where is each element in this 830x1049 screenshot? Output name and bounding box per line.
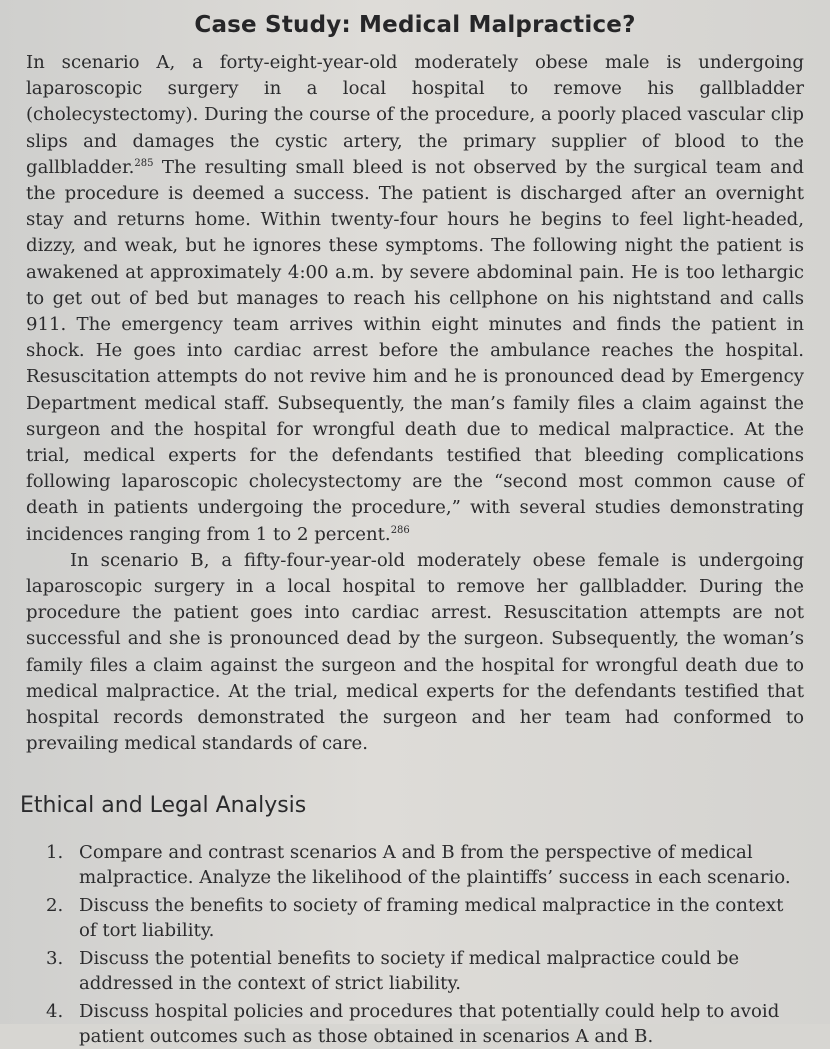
scenario-a-text-part1: In scenario A, a forty-eight-year-old moderately obese male is undergoing laparoscopic surgery in a local hospital to remove his gallbladder (cholecystectomy). During the course of the procedure, a poorly placed vascular clip slips and damages the cystic artery, the primary supplier of blood to the gallbladder. (26, 52, 804, 178)
footnote-286: 286 (390, 524, 410, 536)
question-number: 3. (46, 948, 64, 970)
analysis-question (26, 840, 804, 890)
question-text: Discuss the potential benefits to society if medical malpractice could be addressed in the context of strict liability. (79, 948, 740, 995)
case-study-title: Case Study: Medical Malpractice? (194, 12, 636, 38)
analysis-question (26, 946, 804, 996)
question-number: 2. (46, 895, 64, 917)
analysis-question (26, 893, 804, 943)
scenario-a-paragraph (26, 50, 804, 548)
question-text: Compare and contrast scenarios A and B from the perspective of medical malpractice. Analyze the likelihood of the plaintiffs’ success in each scenario. (79, 842, 791, 889)
scenario-b-paragraph: In scenario B, a fifty-four-year-old moderately obese female is undergoing laparoscopic surgery in a local hospital to remove her gallbladder. During the procedure the patient goes into cardiac arrest. Resuscitation attempts are not successful and she is pronounced dead by the surgeon. Subsequently, the woman’s family files a claim against the surgeon and the hospital for wrongful death due to medical malpractice. At the trial, medical experts for the defendants testified that hospital records demonstrated the surgeon and her team had conformed to prevailing medical standards of care. (26, 549, 804, 755)
question-text: Discuss the benefits to society of framing medical malpractice in the context of tort liability. (79, 895, 784, 942)
analysis-question (26, 999, 804, 1049)
analysis-heading: Ethical and Legal Analysis (20, 793, 307, 819)
question-text: Discuss hospital policies and procedures that potentially could help to avoid patient outcomes such as those obtained in scenarios A and B. (79, 1001, 780, 1048)
question-number: 1. (46, 842, 64, 864)
scenario-a-text-part2: The resulting small bleed is not observed by the surgical team and the procedure is deemed a success. The patient is discharged after an overnight stay and returns home. Within twenty-four hours he begins to feel light-headed, dizzy, and weak, but he ignores these symptoms. The following night the patient is awakened at approximately 4:00 a.m. by severe abdominal pain. He is too lethargic to get out of bed but manages to reach his cellphone on his nightstand and calls 911. The emergency team arrives within eight minutes and finds the patient in shock. He goes into cardiac arrest before the ambulance reaches the hospital. Resuscitation attempts do not revive him and he is pronounced dead by Emergency Department medical staff. Subsequently, the man’s family files a claim against the surgeon and the hospital for wrongful death due to medical malpractice. At the trial, medical experts for the defendants testified that bleeding complications following laparoscopic cholecystectomy are the “second most common cause of death in patients undergoing the procedure,” with several studies demonstrating incidences ranging from 1 to 2 percent. (26, 156, 804, 545)
analysis-question-list (26, 840, 804, 1049)
question-number: 4. (46, 1001, 64, 1023)
footnote-285: 285 (134, 157, 154, 169)
